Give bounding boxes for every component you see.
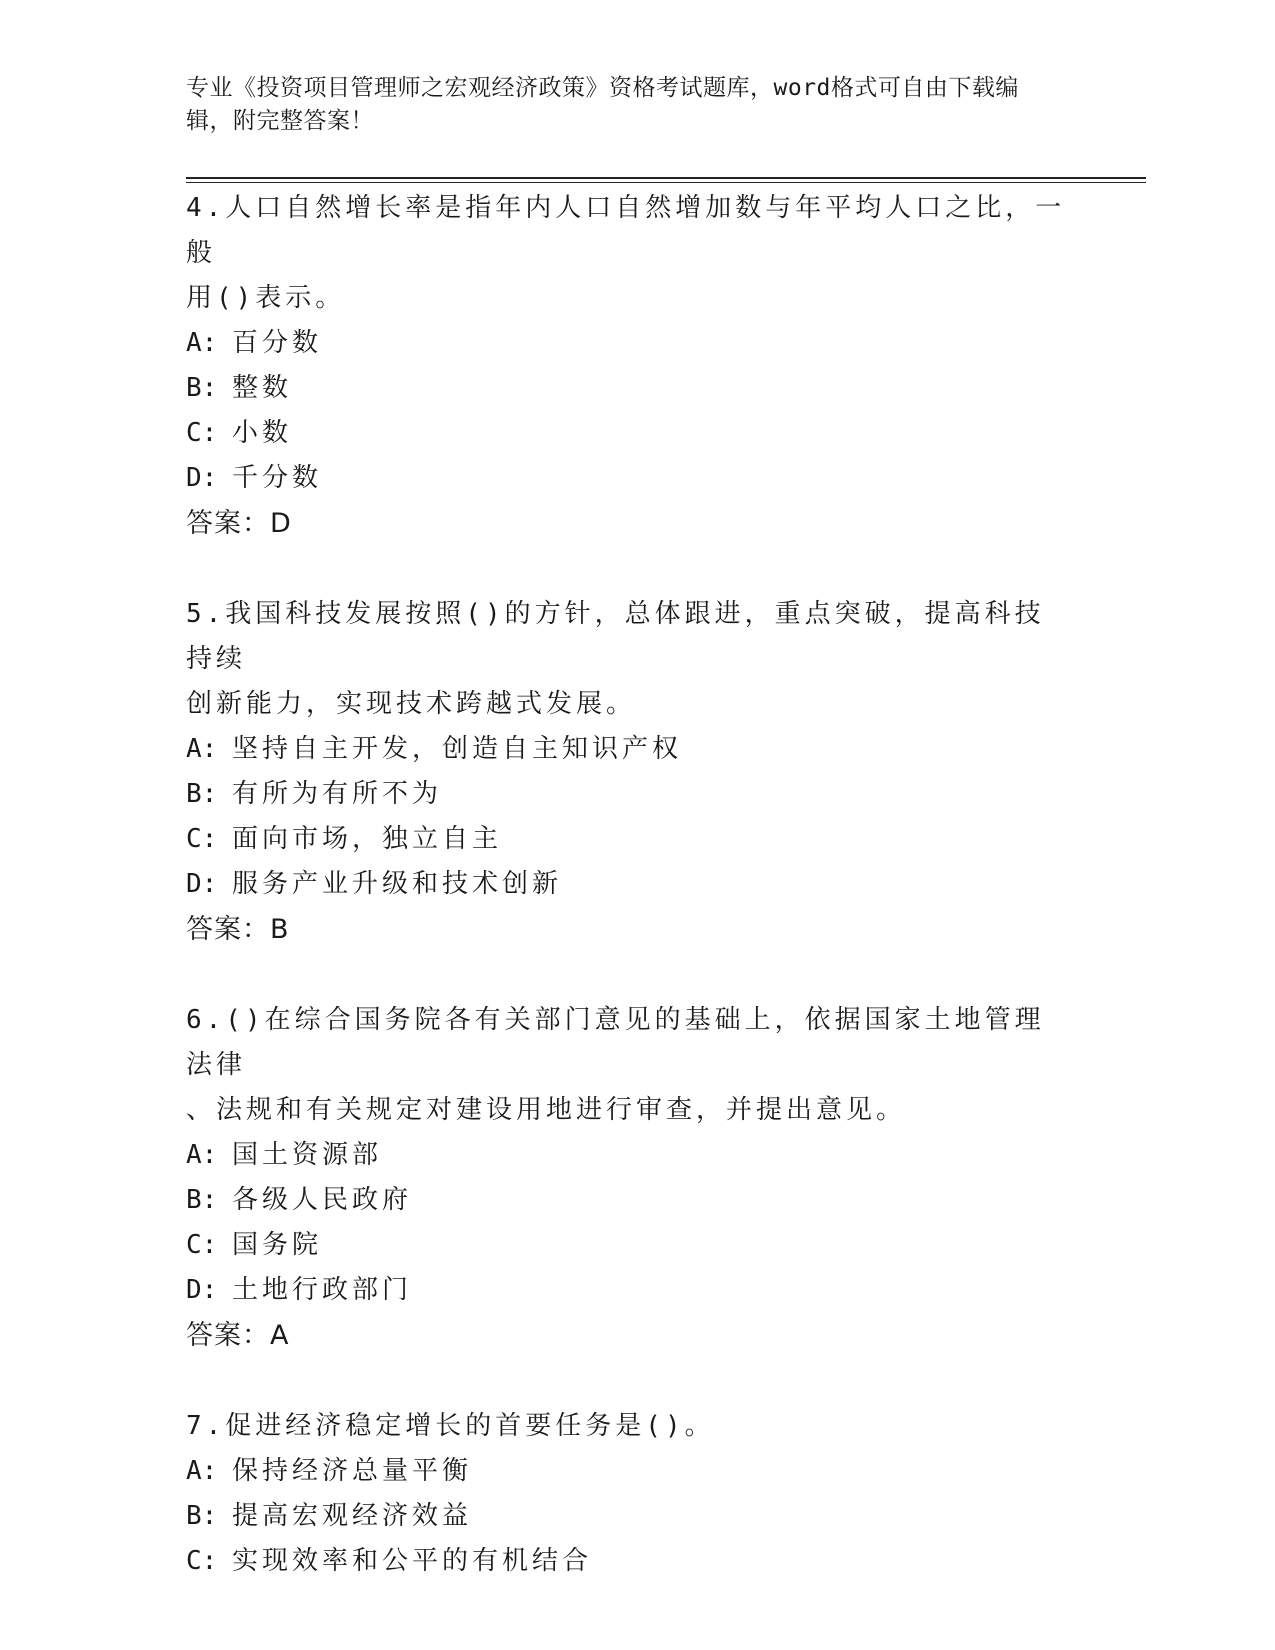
option-letter: B: [186,1501,218,1531]
option-text: 各级人民政府 [232,1185,413,1215]
question-stem-line-1: 6.()在综合国务院各有关部门意见的基础上，依据国家土地管理法律 [186,1005,1045,1080]
option-text: 国务院 [232,1230,323,1260]
option-d [186,862,1066,907]
option-c [186,817,1066,862]
question-7 [186,1404,1066,1584]
question-stem-line-2: 、法规和有关规定对建设用地进行审查，并提出意见。 [186,1095,907,1125]
option-letter: B: [186,1185,218,1215]
option-c [186,1539,1066,1584]
option-b [186,1494,1066,1539]
option-text: 百分数 [232,328,323,358]
option-b [186,772,1066,817]
option-text: 整数 [232,373,293,403]
header-divider-top [186,177,1146,179]
question-stem [186,592,1066,727]
option-text: 坚持自主开发，创造自主知识产权 [232,734,683,764]
option-letter: D: [186,1275,218,1305]
option-text: 服务产业升级和技术创新 [232,869,563,899]
option-letter: C: [186,824,218,854]
option-text: 提高宏观经济效益 [232,1501,473,1531]
option-letter: D: [186,869,218,899]
question-stem [186,1404,1066,1449]
question-stem-line-1: 5.我国科技发展按照()的方针，总体跟进，重点突破，提高科技持续 [186,599,1045,674]
option-letter: C: [186,418,218,448]
question-4 [186,186,1066,546]
option-c [186,411,1066,456]
option-letter: A: [186,734,218,764]
option-letter: B: [186,373,218,403]
question-stem-line-2: 创新能力，实现技术跨越式发展。 [186,689,637,719]
question-stem-line-1: 7.促进经济稳定增长的首要任务是()。 [186,1411,715,1441]
option-text: 面向市场，独立自主 [232,824,503,854]
question-stem-line-2: 用()表示。 [186,283,346,313]
option-letter: A: [186,1456,218,1486]
answer: 答案：D [186,508,292,539]
option-b [186,366,1066,411]
option-letter: B: [186,779,218,809]
option-c [186,1223,1066,1268]
option-letter: C: [186,1230,218,1260]
question-list [186,186,1066,1630]
header-line-2: 辑，附完整答案！ [186,108,374,134]
option-d [186,456,1066,501]
option-letter: D: [186,463,218,493]
option-text: 千分数 [232,463,323,493]
option-a [186,321,1066,366]
option-a [186,1133,1066,1178]
question-stem [186,186,1066,321]
header-line-1: 专业《投资项目管理师之宏观经济政策》资格考试题库，word格式可自由下载编 [186,75,1019,101]
option-letter: A: [186,328,218,358]
header-divider-bottom [186,182,1146,183]
option-text: 有所为有所不为 [232,779,443,809]
answer: 答案：B [186,914,290,945]
option-text: 保持经济总量平衡 [232,1456,473,1486]
option-letter: C: [186,1546,218,1576]
question-6 [186,998,1066,1358]
question-stem-line-1: 4.人口自然增长率是指年内人口自然增加数与年平均人口之比，一般 [186,193,1066,268]
question-5 [186,592,1066,952]
option-text: 土地行政部门 [232,1275,413,1305]
option-b [186,1178,1066,1223]
option-a [186,727,1066,772]
option-letter: A: [186,1140,218,1170]
option-d [186,1268,1066,1313]
document-header [186,72,1066,138]
answer: 答案：A [186,1320,290,1351]
option-text: 小数 [232,418,293,448]
option-a [186,1449,1066,1494]
option-text: 国土资源部 [232,1140,383,1170]
question-stem [186,998,1066,1133]
option-text: 实现效率和公平的有机结合 [232,1546,593,1576]
